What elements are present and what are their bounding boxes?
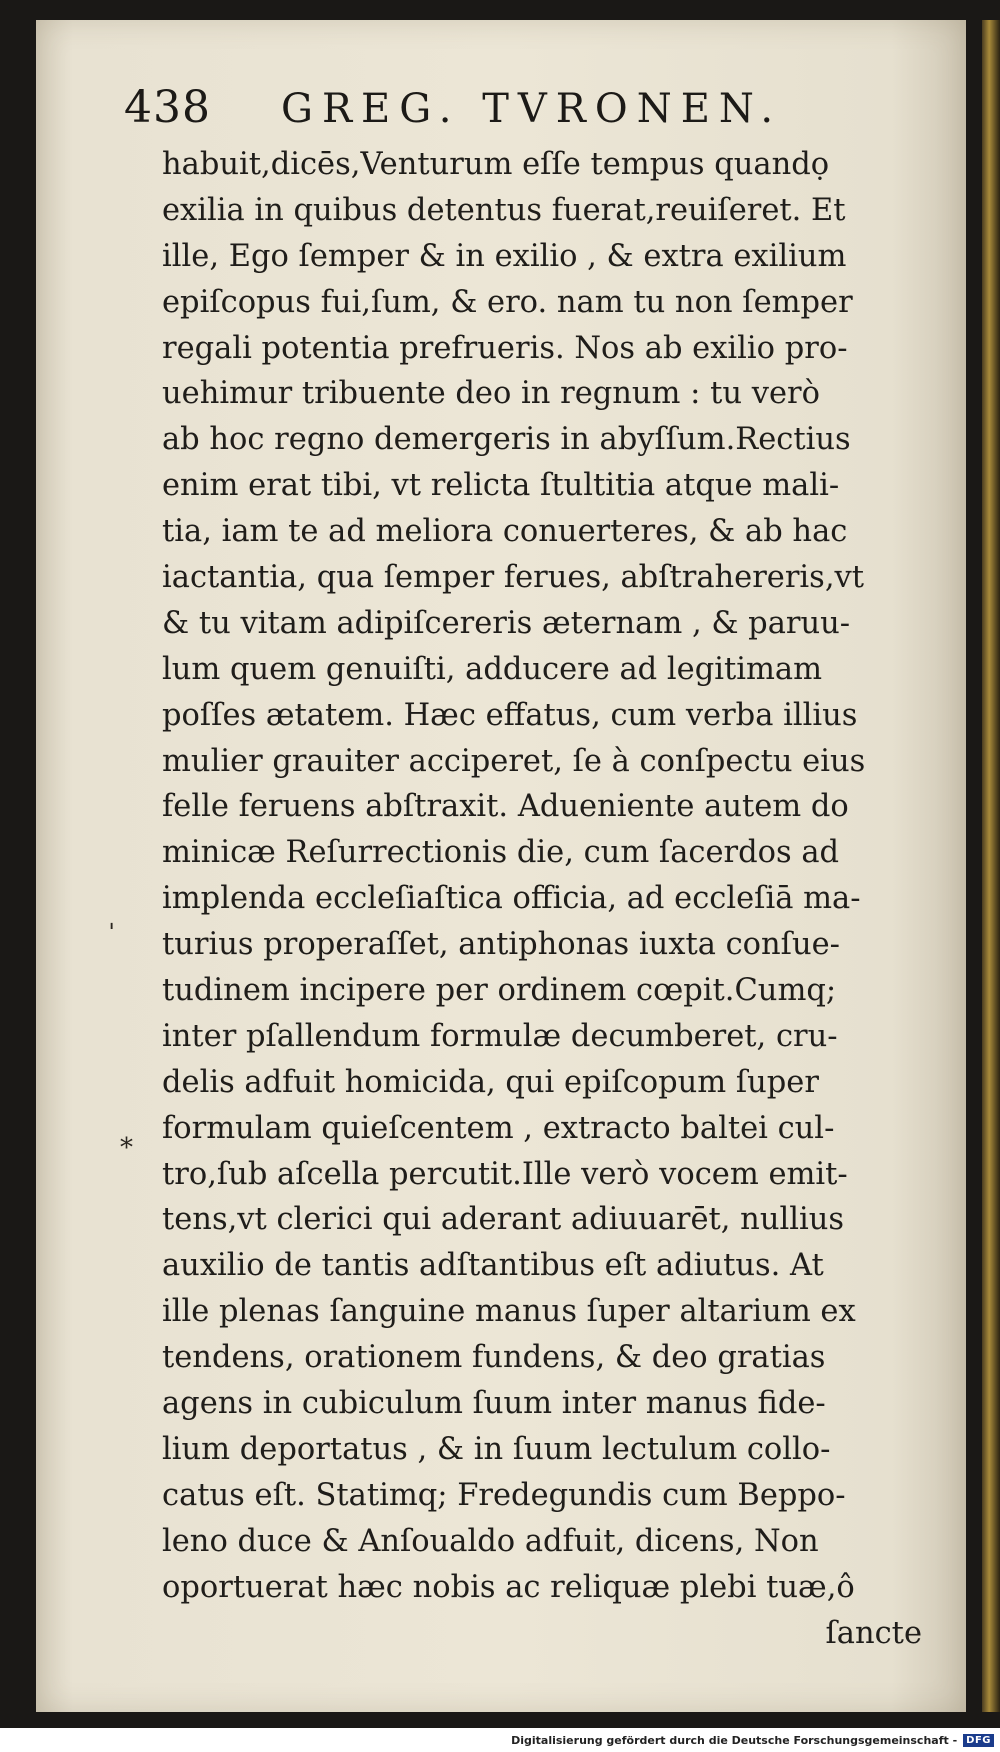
- text-line: lium deportatus , & in ſuum lectulum collo-: [162, 1431, 831, 1467]
- text-line: regali potentia prefrueris. Nos ab exilio pro-: [162, 330, 848, 366]
- text-line: tens,vt clerici qui aderant adiuuarēt, nullius: [162, 1202, 845, 1238]
- text-line: turius properaſſet, antiphonas iuxta conſue-: [162, 927, 840, 963]
- text-line: inter pſallendum formulæ decumberet, cru-: [162, 1018, 838, 1054]
- text-line: leno duce & Anſoualdo adfuit, dicens, Non: [162, 1523, 819, 1559]
- text-line: exilia in quibus detentus fuerat,reuiſeret. Et: [162, 192, 846, 228]
- text-line: uehimur tribuente deo in regnum : tu verò: [162, 376, 820, 412]
- text-line: iactantia, qua ſemper ferues, abſtrahereris,vt: [162, 560, 865, 596]
- text-line: habuit,dicēs,Venturum eſſe tempus quandọ: [162, 147, 830, 182]
- page-gilt-edge: [982, 20, 1000, 1712]
- text-line: tudinem incipere per ordinem cœpit.Cumq;: [162, 973, 837, 1009]
- text-line: tendens, orationem fundens, & deo gratias: [162, 1340, 826, 1376]
- text-line: tro,ſub aſcella percutit.Ille verò vocem emit-: [162, 1156, 848, 1192]
- text-line: delis adfuit homicida, qui epiſcopum ſuper: [162, 1064, 819, 1100]
- running-head: GREG. TVRONEN.: [280, 86, 783, 132]
- text-line: oportuerat hæc nobis ac reliquæ plebi tuæ,ô: [162, 1569, 855, 1605]
- margin-pointer-mark: ⁎: [120, 1125, 133, 1155]
- text-line: mulier grauiter acciperet, ſe à conſpectu eius: [162, 743, 866, 779]
- catchword: ſancte: [825, 1615, 922, 1651]
- dfg-logo: DFG: [963, 1734, 994, 1747]
- text-line: ille, Ego ſemper & in exilio , & extra exilium: [162, 238, 847, 274]
- text-line: minicæ Reſurrectionis die, cum ſacerdos ad: [162, 835, 840, 871]
- margin-tick-mark: ˈ: [108, 920, 116, 950]
- text-line: implenda eccleſiaſtica officia, ad eccleſiā ma-: [162, 881, 861, 917]
- digitization-footer: [0, 1728, 1000, 1752]
- page-number: 438: [124, 82, 211, 133]
- text-line: auxilio de tantis adſtantibus eſt adiutus. At: [162, 1248, 824, 1284]
- text-line: poſſes ætatem. Hæc effatus, cum verba illius: [162, 697, 858, 733]
- text-line: & tu vitam adipiſcereris æternam , & paruu-: [162, 605, 851, 641]
- text-line: agens in cubiculum ſuum inter manus fide-: [162, 1386, 826, 1422]
- text-line: ille plenas ſanguine manus ſuper altarium ex: [162, 1294, 856, 1330]
- text-line: ab hoc regno demergeris in abyſſum.Rectius: [162, 422, 851, 458]
- funding-credit: Digitalisierung gefördert durch die Deutsche Forschungsgemeinschaft -: [511, 1733, 958, 1747]
- page-header: [124, 82, 924, 142]
- text-line: felle feruens abſtraxit. Adueniente autem do: [162, 789, 849, 825]
- text-line: formulam quieſcentem , extracto baltei cul-: [162, 1110, 835, 1146]
- text-line: lum quem genuiſti, adducere ad legitimam: [162, 651, 823, 687]
- text-line: tia, iam te ad meliora conuerteres, & ab hac: [162, 514, 848, 550]
- text-line: epiſcopus fui,ſum, & ero. nam tu non ſemper: [162, 284, 853, 320]
- text-line: catus eſt. Statimq; Fredegundis cum Beppo-: [162, 1477, 846, 1513]
- body-text: [162, 142, 922, 1656]
- text-line: enim erat tibi, vt relicta ſtultitia atque mali-: [162, 468, 840, 504]
